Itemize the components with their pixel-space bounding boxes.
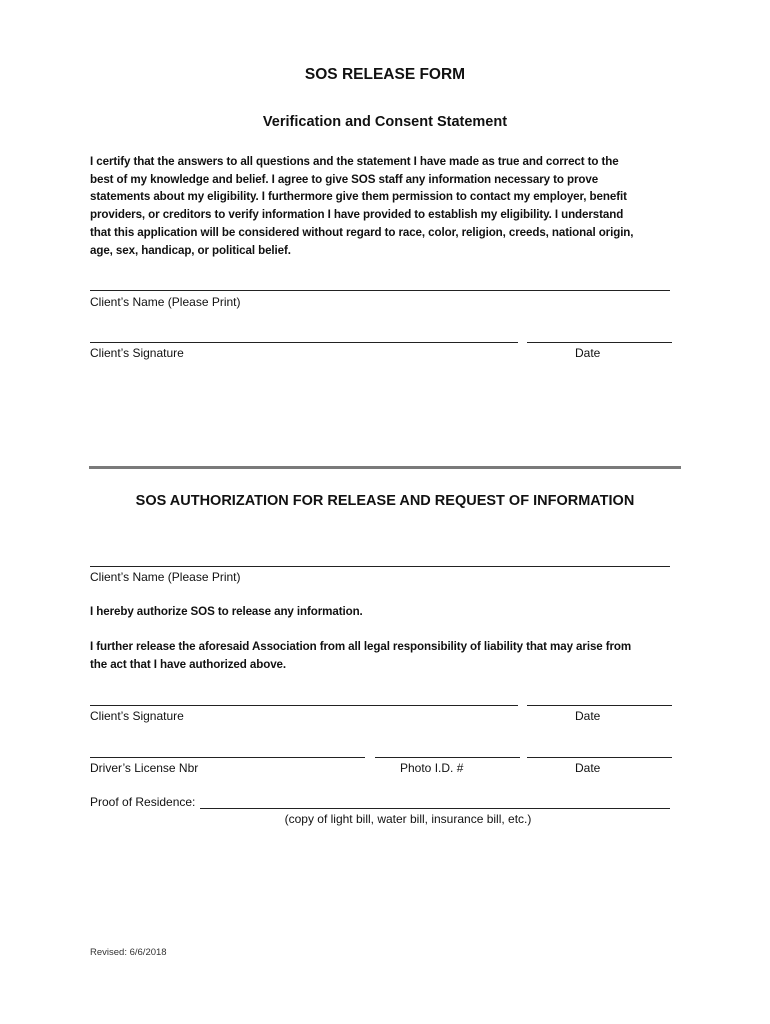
proof-note: (copy of light bill, water bill, insurance bill, etc.) [284, 812, 532, 826]
date-field[interactable] [527, 342, 672, 343]
auth-date-label: Date [575, 709, 601, 723]
proof-of-residence-field[interactable] [200, 808, 670, 809]
auth-signature-label: Client’s Signature [90, 709, 184, 723]
client-signature-label: Client’s Signature [90, 346, 184, 360]
release-statement [90, 638, 674, 673]
auth-client-name-field[interactable] [90, 566, 670, 567]
photo-id-field[interactable] [375, 757, 520, 758]
date-field-2[interactable] [527, 757, 672, 758]
authorization-title: SOS AUTHORIZATION FOR RELEASE AND REQUEST OF INFORMATION [135, 493, 635, 509]
drivers-license-label: Driver’s License Nbr [90, 761, 199, 775]
release-line: the act that I have authorized above. [90, 657, 287, 671]
statement-line: age, sex, handicap, or political belief. [90, 243, 291, 257]
release-line: I further release the aforesaid Association from all legal responsibility of liability that may arise from [90, 640, 632, 653]
consent-statement [90, 153, 674, 259]
proof-of-residence-label: Proof of Residence: [90, 795, 196, 809]
auth-date-field[interactable] [527, 705, 672, 706]
date-label-2: Date [575, 761, 601, 775]
statement-line: statements about my eligibility. I furthermore give them permission to contact my employer, benefit [90, 190, 627, 204]
date-label: Date [575, 346, 601, 360]
authorize-line: I hereby authorize SOS to release any information. [90, 605, 363, 618]
drivers-license-field[interactable] [90, 757, 365, 758]
client-name-field[interactable] [90, 290, 670, 291]
section-subtitle: Verification and Consent Statement [262, 114, 508, 130]
photo-id-label: Photo I.D. # [400, 761, 464, 775]
statement-line: best of my knowledge and belief. I agree to give SOS staff any information necessary to prove [90, 172, 599, 186]
client-name-label: Client’s Name (Please Print) [90, 295, 241, 309]
authorize-statement [90, 603, 674, 621]
statement-line: I certify that the answers to all questions and the statement I have made as true and correct to the [90, 155, 619, 168]
statement-line: that this application will be considered without regard to race, color, religion, creeds, national origin, [90, 225, 634, 239]
auth-signature-field[interactable] [90, 705, 518, 706]
statement-line: providers, or creditors to verify information I have provided to establish my eligibility. I understand [90, 208, 624, 222]
client-signature-field[interactable] [90, 342, 518, 343]
form-title: SOS RELEASE FORM [304, 66, 466, 83]
section-divider [89, 466, 681, 469]
revised-date: Revised: 6/6/2018 [90, 947, 167, 958]
auth-client-name-label: Client’s Name (Please Print) [90, 570, 241, 584]
